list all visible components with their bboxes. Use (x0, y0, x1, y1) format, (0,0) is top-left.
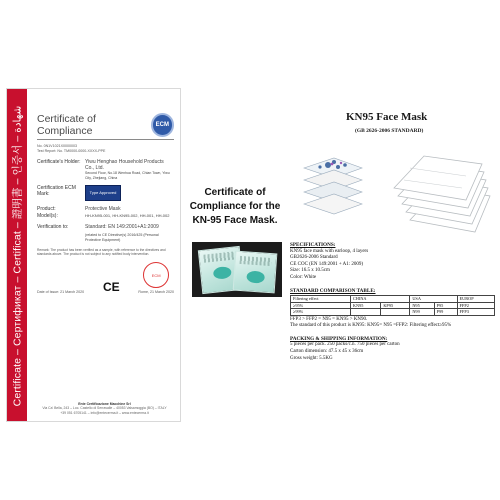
certificate-image (6, 88, 181, 422)
table-header-cell: USA (410, 296, 457, 303)
footer-line-1: Via Ca' Bella, 243 – Loc. Castello di Serravalle – 40053 Valsamoggia (BO) – ITALY (42, 406, 167, 410)
product-subtitle: (GB 2626-2006 STANDARD) (355, 128, 424, 134)
specs-panel (290, 242, 495, 362)
comparison-note: FFP3 > FFP2 = N95 = KN95 > KN90. (290, 316, 368, 322)
mask-layers-illustration (290, 140, 500, 235)
table-cell: N95 (410, 302, 434, 309)
packing-line: 5 pieces per pack. 250 packs/c.n. 750 pieces per carton (290, 342, 400, 348)
middle-title: Certificate of Compliance for the KN-95 Face Mask. (189, 187, 281, 226)
table-cell: FFP3 (457, 309, 494, 316)
type-approved-mark: Type Approved (85, 185, 121, 201)
mask-illustration-svg (290, 140, 500, 235)
divider (37, 139, 174, 140)
holder-label: Certificate's Holder: (37, 159, 81, 165)
certificate-side-band (7, 89, 27, 421)
signature-place-date: Rome, 21 March 2020 (138, 290, 174, 295)
specs-heading: SPECIFICATIONS: (290, 242, 336, 248)
certificate-ref-2: Test Report: No. TM0000-0000-XXXX-PPE (37, 149, 106, 153)
table-cell: ≥95% (291, 302, 351, 309)
footer-name: Ente Certificazione Macchine Srl (78, 401, 131, 406)
mask-packages-photo (192, 242, 282, 297)
certificate-band-text: Certificate – Сертификат – Certificat – 證明書 – 인증서 – شهادة (11, 105, 24, 407)
holder-value: Yiwu Henghao Household Products Co., Ltd. (85, 159, 164, 171)
remark-text: Remark: The product has been verified as a sample, with reference to the directives and standards above. The product is not subject to any notified body intervention. (37, 248, 166, 257)
model-value: HH-KN95-001, HH-KN95-002, HH-001, HH-002 (85, 213, 170, 218)
product-label: Product: (37, 206, 56, 212)
table-row (291, 309, 495, 316)
certificate-title: Certificate of Compliance (37, 113, 96, 137)
spec-line: CE COC (EN 149:2001 + A1: 2009) (290, 261, 364, 267)
issue-date: Date of Issue: 21 March 2020 (37, 290, 85, 295)
certificate-footer (29, 402, 180, 416)
related-directive: (related to CE Directive(s) 2016/425 (Personal Protective Equipment) (85, 233, 159, 242)
table-header-cell: Filtering effect (291, 296, 351, 303)
ecm-logo: ECM (151, 113, 174, 137)
spec-line: Color: White (290, 274, 317, 280)
table-cell (381, 309, 410, 316)
table-cell: ≥99% (291, 309, 351, 316)
stamp-icon: ECM (143, 262, 169, 288)
packing-line: Carton dimension: 47.5 x 45 x 36cm (290, 349, 364, 355)
table-header-cell: EUROP (457, 296, 494, 303)
table-cell (350, 309, 380, 316)
table-cell: FFP2 (457, 302, 494, 309)
spec-line: KN95 face mask with earloop, 4 layers (290, 248, 369, 254)
comparison-heading: STANDARD COMPARISON TABLE: (290, 287, 376, 294)
comparison-table (290, 295, 495, 316)
ce-mark: CE (102, 280, 120, 295)
packing-line: Gross weight: 5.5KG (290, 355, 333, 361)
mask-package (233, 251, 278, 294)
product-title: KN95 Face Mask (346, 111, 428, 123)
comparison-note: The standard of this product is KN95: KN95= N95 =FFP2: Filtering effect≥95% (290, 323, 452, 329)
packing-heading: PACKING & SHIPPING INFORMATION: (290, 335, 388, 342)
table-cell: KP95 (381, 302, 410, 309)
table-cell: KN95 (350, 302, 380, 309)
certificate-ref-1: No. 0N1V1021X0000003 (37, 144, 77, 148)
table-header-cell: CHINA (350, 296, 409, 303)
mark-label: Certification ECM Mark: (37, 185, 76, 197)
holder-address: Second Floor, No.18 Wenhua Road, Chian Town, Yiwu City, Zhejiang, China (85, 171, 170, 180)
verification-label: Verification to: (37, 224, 69, 230)
spec-line: Size: 16.5 x 10.5cm (290, 268, 330, 274)
table-cell: N99 (410, 309, 434, 316)
table-cell: P95 (434, 302, 457, 309)
spec-line: GB2626-2006 Standard (290, 255, 338, 261)
table-cell: P99 (434, 309, 457, 316)
footer-line-2: +39 051 6705141 – info@entecerma.it – www.entecerma.it (60, 410, 149, 415)
product-value: Protective Mask (85, 206, 121, 212)
verification-value: Standard: EN 149:2001+A1:2009 (85, 224, 159, 230)
model-label: Model(s): (37, 213, 58, 219)
